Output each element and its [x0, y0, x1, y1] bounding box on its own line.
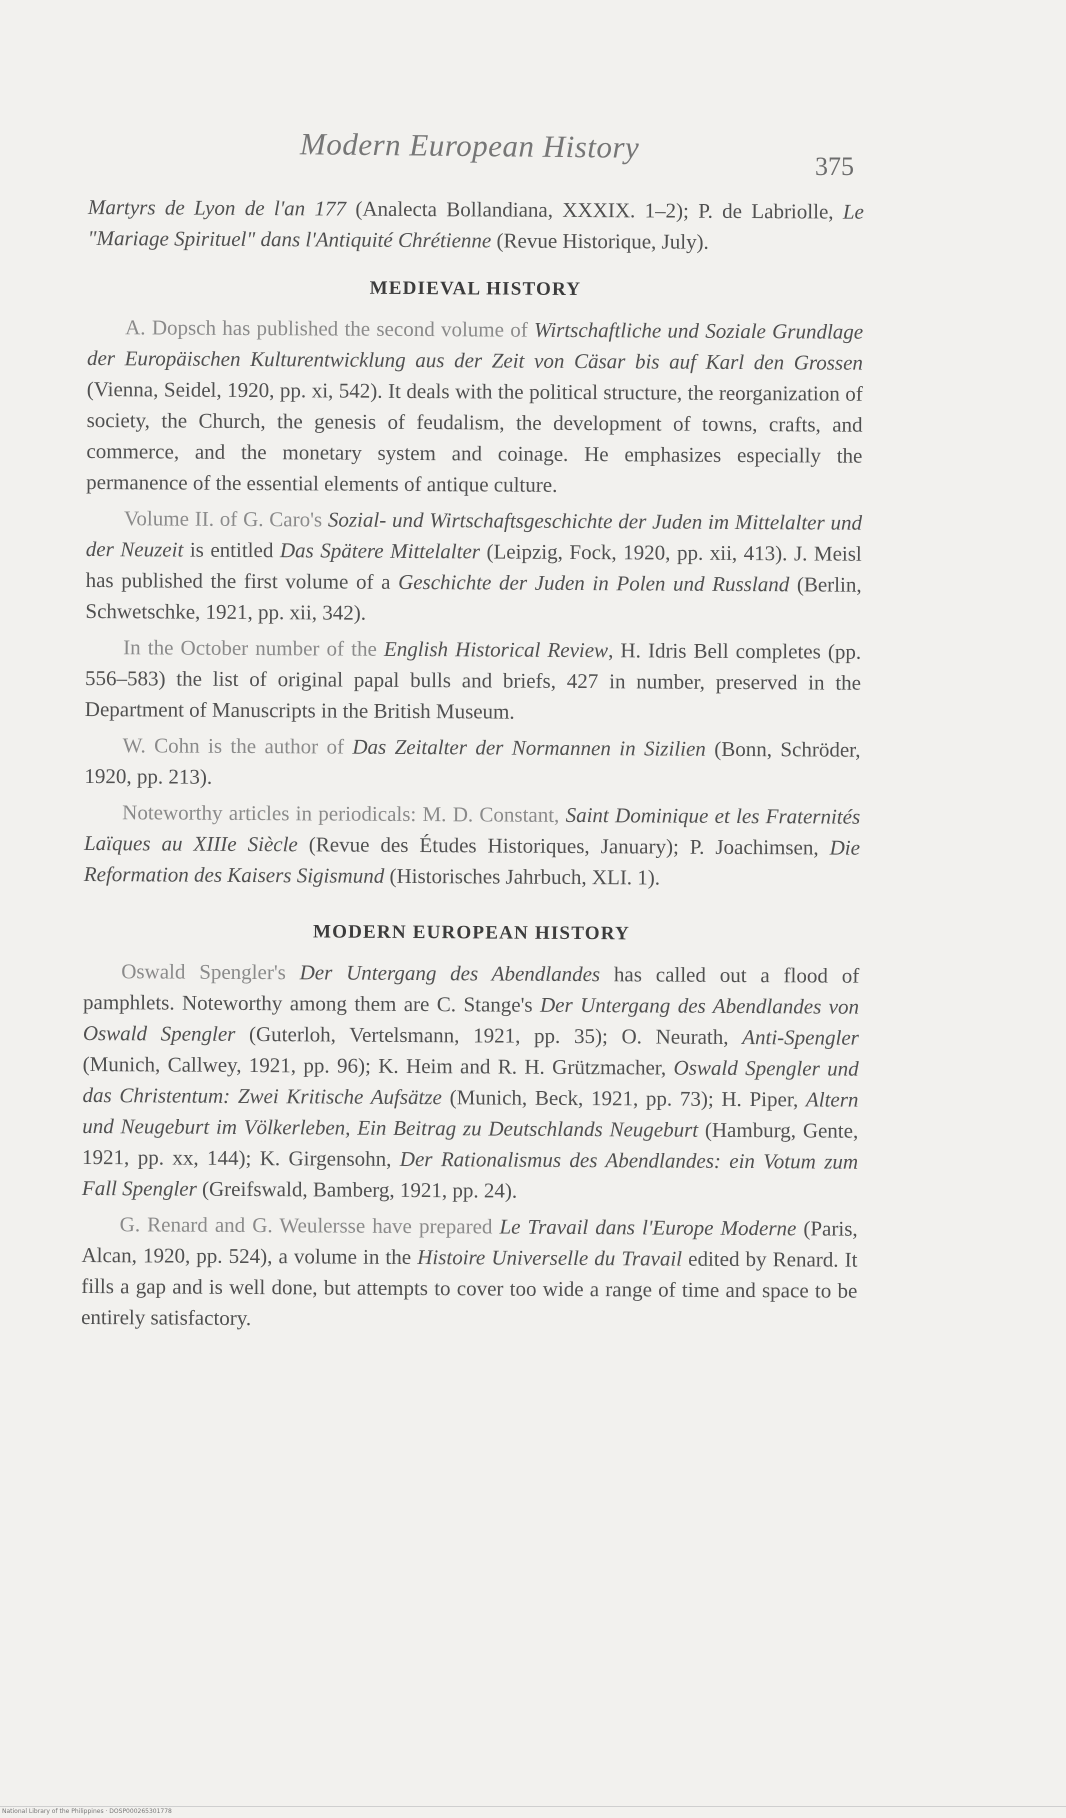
paragraph-periodicals: Noteworthy articles in periodicals: M. D. Constant, Saint Dominique et les Fraternités Laïques au XIIIe Siècle (Revue des Études Historiques, January); P. Joachimsen, Die Reformation des Kaisers Sigismund (Historisches Jahrbuch, XLI. 1). — [83, 800, 861, 890]
section-heading-medieval: MEDIEVAL HISTORY — [369, 277, 582, 301]
running-head-title: Modern European History — [299, 126, 640, 165]
section-heading-modern: MODERN EUROPEAN HISTORY — [312, 921, 630, 945]
page-number: 375 — [815, 152, 854, 181]
page-body — [81, 192, 864, 1343]
paragraph-cohn: W. Cohn is the author of Das Zeitalter der Normannen in Sizilien (Bonn, Schröder, 1920, pp. 213). — [84, 733, 861, 789]
paragraph-continued: Martyrs de Lyon de l'an 177 (Analecta Bollandiana, XXXIX. 1–2); P. de Labriolle, Le "Mariage Spirituel" dans l'Antiquité Chrétienne (Revue Historique, July). — [87, 194, 864, 254]
paragraph-spengler: Oswald Spengler's Der Untergang des Abendlandes has called out a flood of pamphlets. Noteworthy among them are C. Stange's Der Untergang des Abendlandes von Oswald Spengler (Guterloh, Vertelsmann, 1921, pp. 35); O. Neurath, Anti-Spengler (Munich, Callwey, 1921, pp. 96); K. Heim and R. H. Grützmacher, Oswald Spengler und das Christentum: Zwei Kritische Aufsätze (Munich, Beck, 1921, pp. 73); H. Piper, Altern und Neugeburt im Völkerleben, Ein Beitrag zu Deutschlands Neugeburt (Hamburg, Gente, 1921, pp. xx, 144); K. Girgensohn, Der Rationalismus des Abendlandes: ein Votum zum Fall Spengler (Greifswald, Bamberg, 1921, pp. 24). — [81, 959, 860, 1203]
paragraph-caro: Volume II. of G. Caro's Sozial- und Wirtschaftsgeschichte der Juden im Mittelalter und der Neuzeit is entitled Das Spätere Mittelalter (Leipzig, Fock, 1920, pp. xii, 413). J. Meisl has published the first volume of a Geschichte der Juden in Polen und Russland (Berlin, Schwetschke, 1921, pp. xii, 342). — [85, 506, 863, 625]
footer-credit: National Library of the Philippines · DOSP000265301778 — [2, 1808, 172, 1815]
paragraph-bell: In the October number of the English Historical Review, H. Idris Bell completes (pp. 556–583) the list of original papal bulls and briefs, 427 in number, preserved in the Department of Manuscripts in the British Museum. — [84, 635, 862, 724]
paragraph-renard: G. Renard and G. Weulersse have prepared Le Travail dans l'Europe Moderne (Paris, Alcan, 1920, pp. 524), a volume in the Histoire Universelle du Travail edited by Renard. It fills a gap and is well done, but attempts to cover too wide a range of time and space to be entirely satisfactory. — [81, 1212, 858, 1331]
footer-divider — [0, 1806, 1066, 1807]
paragraph-dopsch: A. Dopsch has published the second volume of Wirtschaftliche und Soziale Grundlage der Europäischen Kulturentwicklung aus der Zeit von Cäsar bis auf Karl den Grossen (Vienna, Seidel, 1920, pp. xi, 542). It deals with the political structure, the reorganization of society, the Church, the genesis of feudalism, the development of towns, crafts, and commerce, and the monetary system and coinage. He emphasizes especially the permanence of the essential elements of antique culture. — [86, 315, 864, 497]
